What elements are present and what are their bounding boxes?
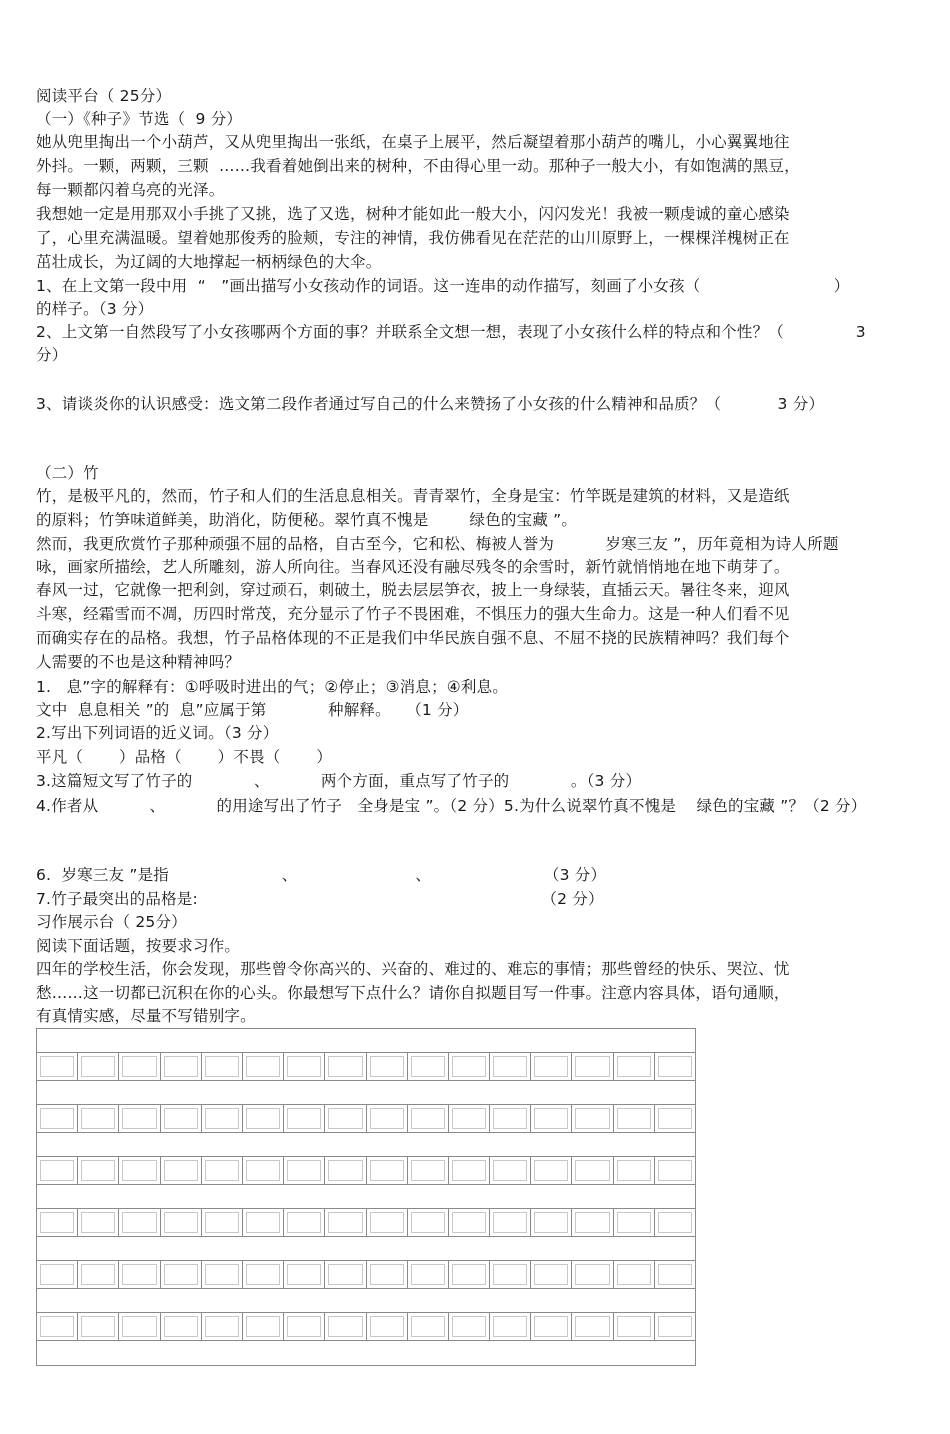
grid-cell[interactable] xyxy=(655,1157,695,1184)
grid-cell[interactable] xyxy=(78,1157,119,1184)
line-1: （一）《种子》节选（ 9 分） xyxy=(36,110,243,128)
grid-cell[interactable] xyxy=(531,1105,572,1132)
grid-cell[interactable] xyxy=(161,1261,202,1288)
line-10: 2、上文第一自然段写了小女孩哪两个方面的事？并联系全文想一想，表现了小女孩什么样的特点和个性？（ 3 xyxy=(36,323,866,341)
line-28: 6. 岁寒三友 ”是指 、 、 （3 分） xyxy=(36,866,607,884)
grid-cell[interactable] xyxy=(490,1313,531,1340)
grid-cell[interactable] xyxy=(119,1209,160,1236)
grid-cell[interactable] xyxy=(325,1261,366,1288)
grid-cell[interactable] xyxy=(449,1105,490,1132)
grid-cell[interactable] xyxy=(655,1261,695,1288)
grid-cell-row xyxy=(37,1261,695,1289)
grid-cell[interactable] xyxy=(119,1313,160,1340)
grid-spacer-band xyxy=(37,1029,695,1053)
grid-cell[interactable] xyxy=(325,1157,366,1184)
grid-cell[interactable] xyxy=(572,1105,613,1132)
grid-cell[interactable] xyxy=(284,1209,325,1236)
grid-cell[interactable] xyxy=(78,1261,119,1288)
grid-cell[interactable] xyxy=(243,1053,284,1080)
line-24: 2.写出下列词语的近义词。（3 分） xyxy=(36,724,279,742)
grid-cell[interactable] xyxy=(408,1105,449,1132)
line-27: 4.作者从 、 的用途写出了竹子 全身是宝 ”。（2 分）5.为什么说翠竹真不愧是 绿色的宝藏 ”？（2 分） xyxy=(36,797,867,815)
grid-cell[interactable] xyxy=(408,1209,449,1236)
grid-cell[interactable] xyxy=(284,1157,325,1184)
grid-cell[interactable] xyxy=(531,1313,572,1340)
grid-cell[interactable] xyxy=(449,1313,490,1340)
grid-cell[interactable] xyxy=(37,1157,78,1184)
grid-cell-row xyxy=(37,1053,695,1081)
grid-cell[interactable] xyxy=(243,1209,284,1236)
grid-cell[interactable] xyxy=(449,1157,490,1184)
grid-cell[interactable] xyxy=(614,1157,655,1184)
grid-cell[interactable] xyxy=(490,1105,531,1132)
grid-cell[interactable] xyxy=(37,1053,78,1080)
writing-grid xyxy=(36,1028,696,1366)
grid-cell[interactable] xyxy=(614,1209,655,1236)
grid-cell[interactable] xyxy=(531,1157,572,1184)
line-31: 阅读下面话题，按要求习作。 xyxy=(36,937,241,955)
grid-cell[interactable] xyxy=(367,1105,408,1132)
grid-cell[interactable] xyxy=(202,1209,243,1236)
line-9: 的样子。（3 分） xyxy=(36,300,154,318)
line-13: （二）竹 xyxy=(36,464,99,482)
grid-cell[interactable] xyxy=(531,1209,572,1236)
grid-spacer-band xyxy=(37,1133,695,1157)
grid-cell[interactable] xyxy=(655,1313,695,1340)
grid-cell[interactable] xyxy=(202,1313,243,1340)
grid-cell[interactable] xyxy=(78,1053,119,1080)
grid-cell[interactable] xyxy=(284,1105,325,1132)
line-32: 四年的学校生活，你会发现，那些曾令你高兴的、兴奋的、难过的、难忘的事情；那些曾经的快乐、哭泣、忧 xyxy=(36,960,790,978)
grid-cell[interactable] xyxy=(614,1261,655,1288)
grid-cell[interactable] xyxy=(572,1053,613,1080)
line-0: 阅读平台（ 25分） xyxy=(36,87,172,105)
grid-cell[interactable] xyxy=(449,1261,490,1288)
grid-cell[interactable] xyxy=(119,1157,160,1184)
line-15: 的原料；竹笋味道鲜美，助消化，防便秘。翠竹真不愧是 绿色的宝藏 ”。 xyxy=(36,511,578,529)
line-30: 习作展示台（ 25分） xyxy=(36,913,187,931)
grid-cell[interactable] xyxy=(408,1053,449,1080)
line-3: 外抖。一颗，两颗，三颗 ……我看着她倒出来的树种，不由得心里一动。那种子一般大小，有如饱满的黑豆， xyxy=(36,157,800,175)
grid-cell[interactable] xyxy=(408,1261,449,1288)
line-17: 咏，画家所描绘，艺人所雕刻，游人所向往。当春风还没有融尽残冬的余雪时，新竹就悄悄地在地下萌芽了。 xyxy=(36,558,790,576)
grid-cell[interactable] xyxy=(202,1261,243,1288)
line-26: 3.这篇短文写了竹子的 、 两个方面，重点写了竹子的 。（3 分） xyxy=(36,772,642,790)
grid-cell[interactable] xyxy=(490,1261,531,1288)
grid-spacer-band xyxy=(37,1081,695,1105)
grid-cell[interactable] xyxy=(325,1313,366,1340)
grid-cell[interactable] xyxy=(367,1157,408,1184)
grid-cell[interactable] xyxy=(490,1209,531,1236)
grid-cell[interactable] xyxy=(490,1053,531,1080)
grid-cell-row xyxy=(37,1313,695,1341)
line-7: 茁壮成长，为辽阔的大地撑起一柄柄绿色的大伞。 xyxy=(36,253,382,271)
grid-cell[interactable] xyxy=(284,1053,325,1080)
grid-cell[interactable] xyxy=(367,1209,408,1236)
grid-cell[interactable] xyxy=(572,1209,613,1236)
line-4: 每一颗都闪着乌亮的光泽。 xyxy=(36,181,225,199)
line-18: 春风一过，它就像一把利剑，穿过顽石，刺破土，脱去层层笋衣，披上一身绿装，直插云天。暑往冬来，迎风 xyxy=(36,581,790,599)
grid-cell[interactable] xyxy=(202,1157,243,1184)
grid-cell-row xyxy=(37,1157,695,1185)
grid-cell[interactable] xyxy=(161,1157,202,1184)
grid-cell[interactable] xyxy=(78,1209,119,1236)
line-19: 斗寒，经霜雪而不凋，历四时常茂，充分显示了竹子不畏困难，不惧压力的强大生命力。这是一种人们看不见 xyxy=(36,605,790,623)
grid-cell[interactable] xyxy=(572,1313,613,1340)
grid-spacer-band xyxy=(37,1237,695,1261)
line-5: 我想她一定是用那双小手挑了又挑，选了又选，树种才能如此一般大小，闪闪发光！我被一颗虔诚的童心感染 xyxy=(36,205,790,223)
grid-cell[interactable] xyxy=(572,1157,613,1184)
grid-cell[interactable] xyxy=(614,1053,655,1080)
grid-cell[interactable] xyxy=(119,1053,160,1080)
line-34: 有真情实感，尽量不写错别字。 xyxy=(36,1007,256,1025)
grid-cell[interactable] xyxy=(367,1053,408,1080)
line-21: 人需要的不也是这种精神吗？ xyxy=(36,653,241,671)
grid-cell-row xyxy=(37,1105,695,1133)
grid-cell[interactable] xyxy=(161,1209,202,1236)
line-11: 分） xyxy=(36,346,68,364)
grid-cell[interactable] xyxy=(119,1261,160,1288)
line-33: 愁……这一切都已沉积在你的心头。你最想写下点什么？请你自拟题目写一件事。注意内容具体，语句通顺， xyxy=(36,984,790,1002)
grid-cell[interactable] xyxy=(78,1105,119,1132)
grid-cell[interactable] xyxy=(284,1313,325,1340)
line-14: 竹，是极平凡的，然而，竹子和人们的生活息息相关。青青翠竹，全身是宝：竹竿既是建筑的材料，又是造纸 xyxy=(36,487,790,505)
grid-cell[interactable] xyxy=(37,1313,78,1340)
grid-cell[interactable] xyxy=(614,1105,655,1132)
grid-cell[interactable] xyxy=(202,1053,243,1080)
grid-cell[interactable] xyxy=(325,1053,366,1080)
grid-cell[interactable] xyxy=(367,1313,408,1340)
grid-cell[interactable] xyxy=(572,1261,613,1288)
grid-cell[interactable] xyxy=(37,1209,78,1236)
grid-cell[interactable] xyxy=(531,1053,572,1080)
line-6: 了，心里充满温暖。望着她那俊秀的脸颊，专注的神情，我仿佛看见在茫茫的山川原野上，一棵棵洋槐树正在 xyxy=(36,229,790,247)
grid-cell[interactable] xyxy=(655,1105,695,1132)
grid-cell[interactable] xyxy=(284,1261,325,1288)
grid-cell[interactable] xyxy=(325,1209,366,1236)
grid-spacer-band xyxy=(37,1341,695,1365)
grid-cell[interactable] xyxy=(243,1105,284,1132)
grid-cell[interactable] xyxy=(655,1053,695,1080)
grid-cell[interactable] xyxy=(119,1105,160,1132)
line-12: 3、请谈炎你的认识感受：选文第二段作者通过写自己的什么来赞扬了小女孩的什么精神和品质？（ 3 分） xyxy=(36,395,825,413)
line-22: 1. 息”字的解释有：①呼吸时进出的气；②停止；③消息；④利息。 xyxy=(36,678,508,696)
line-20: 而确实存在的品格。我想，竹子品格体现的不正是我们中华民族自强不息、不屈不挠的民族精神吗？我们每个 xyxy=(36,629,790,647)
line-23: 文中 息息相关 ”的 息”应属于第 种解释。 （1 分） xyxy=(36,701,469,719)
grid-cell[interactable] xyxy=(161,1053,202,1080)
grid-cell[interactable] xyxy=(78,1313,119,1340)
line-8: 1、在上文第一段中用 “ ”画出描写小女孩动作的词语。这一连串的动作描写，刻画了小女孩（ ） xyxy=(36,277,850,295)
grid-cell[interactable] xyxy=(367,1261,408,1288)
grid-spacer-band xyxy=(37,1289,695,1313)
grid-cell[interactable] xyxy=(490,1157,531,1184)
grid-cell[interactable] xyxy=(202,1105,243,1132)
grid-cell[interactable] xyxy=(243,1261,284,1288)
grid-cell[interactable] xyxy=(37,1261,78,1288)
grid-cell[interactable] xyxy=(243,1313,284,1340)
line-29: 7.竹子最突出的品格是: （2 分） xyxy=(36,890,604,908)
grid-cell[interactable] xyxy=(614,1313,655,1340)
line-2: 她从兜里掏出一个小葫芦，又从兜里掏出一张纸，在桌子上展平，然后凝望着那小葫芦的嘴儿，小心翼翼地往 xyxy=(36,133,790,151)
grid-cell[interactable] xyxy=(655,1209,695,1236)
line-25: 平凡（ ）品格（ ）不畏（ ） xyxy=(36,748,333,766)
grid-cell[interactable] xyxy=(449,1209,490,1236)
grid-cell[interactable] xyxy=(531,1261,572,1288)
grid-cell[interactable] xyxy=(449,1053,490,1080)
grid-cell[interactable] xyxy=(161,1313,202,1340)
grid-cell[interactable] xyxy=(243,1157,284,1184)
grid-cell[interactable] xyxy=(408,1313,449,1340)
grid-cell[interactable] xyxy=(325,1105,366,1132)
grid-spacer-band xyxy=(37,1185,695,1209)
line-16: 然而，我更欣赏竹子那种顽强不屈的品格，自古至今，它和松、梅被人誉为 岁寒三友 ”，历年竟相为诗人所题 xyxy=(36,535,839,553)
grid-cell[interactable] xyxy=(408,1157,449,1184)
grid-cell[interactable] xyxy=(161,1105,202,1132)
grid-cell-row xyxy=(37,1209,695,1237)
grid-cell[interactable] xyxy=(37,1105,78,1132)
